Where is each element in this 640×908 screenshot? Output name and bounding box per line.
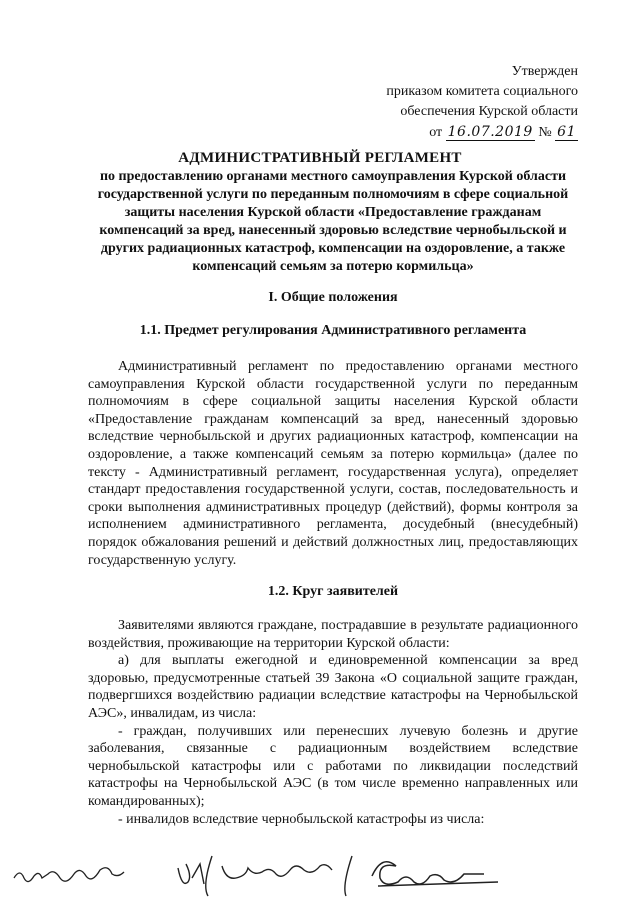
signature-middle <box>178 856 352 896</box>
approval-stamp <box>318 62 578 143</box>
handwritten-signatures <box>0 848 640 903</box>
approval-date: 16.07.2019 <box>447 124 533 140</box>
signature-area <box>0 848 640 903</box>
approval-line-3: обеспечения Курской области <box>400 104 578 119</box>
approval-line-1: Утвержден <box>511 64 578 79</box>
applicants-item-dash-1: - граждан, получивших или перенесших лучевую болезнь и другие заболевания, связанные с радиационным воздействием вследствие чернобыльской катастрофы или с работами по ликвидации последствий катастрофы на Чернобыльской АЭС (в том числе временно направленных или командированных); <box>88 723 578 809</box>
document-subtitle: по предоставлению органами местного самоуправления Курской области государственной услуги по переданным полномочиям в сфере социальной защиты населения Курской области «Предоставление гражданам компенсаций за вред, нанесенный здоровью вследствие чернобыльской и других радиационных катастроф, компенсации на оздоровление, а также компенсаций семьям за потерю кормильца» <box>97 169 569 274</box>
number-label: № <box>538 125 552 140</box>
document-title: АДМИНИСТРАТИВНЫЙ РЕГЛАМЕНТ <box>178 150 462 166</box>
paragraph-applicants <box>88 617 578 828</box>
applicants-item-dash-2: - инвалидов вследствие чернобыльской катастрофы из числа: <box>118 811 485 827</box>
from-label: от <box>429 125 443 140</box>
approval-line-2: приказом комитета социального <box>386 84 578 99</box>
applicants-intro: Заявителями являются граждане, пострадавшие в результате радиационного воздействия, проживающие на территории Курской области: <box>88 618 578 651</box>
subsection-heading-subject: 1.1. Предмет регулирования Административного регламента <box>139 323 527 338</box>
approval-number: 61 <box>557 124 576 140</box>
paragraph-subject <box>88 358 578 569</box>
paragraph-subject-text: Административный регламент по предоставлению органами местного самоуправления Курской области государственной услуги по переданным полномочиям в сфере социальной защиты населения Курской области «Предоставление гражданам компенсаций за вред, нанесенный здоровью вследствие чернобыльской и других радиационных катастроф, компенсации на оздоровление, а также компенсаций семьям за потерю кормильца» (далее по тексту - Административный регламент, государственная услуга), определяет стандарт предоставления государственной услуги, состав, последовательность и сроки выполнения административных процедур (действий), формы контроля за исполнением административного регламента, досудебный (внесудебный) порядок обжалования решений и действий должностных лиц, предоставляющих государственную услугу. <box>88 359 578 568</box>
signature-right <box>372 862 498 886</box>
subsection-heading-applicants: 1.2. Круг заявителей <box>267 584 399 599</box>
applicants-item-a: а) для выплаты ежегодной и единовременной компенсации за вред здоровью, предусмотренные статьей 39 Закона «О социальной защите граждан, подвергшихся воздействию радиации вследствие катастрофы на Чернобыльской АЭС», инвалидам, из числа: <box>88 653 578 721</box>
approval-date-line <box>318 122 578 143</box>
section-heading-general: I. Общие положения <box>268 290 398 305</box>
signature-left <box>14 868 124 882</box>
